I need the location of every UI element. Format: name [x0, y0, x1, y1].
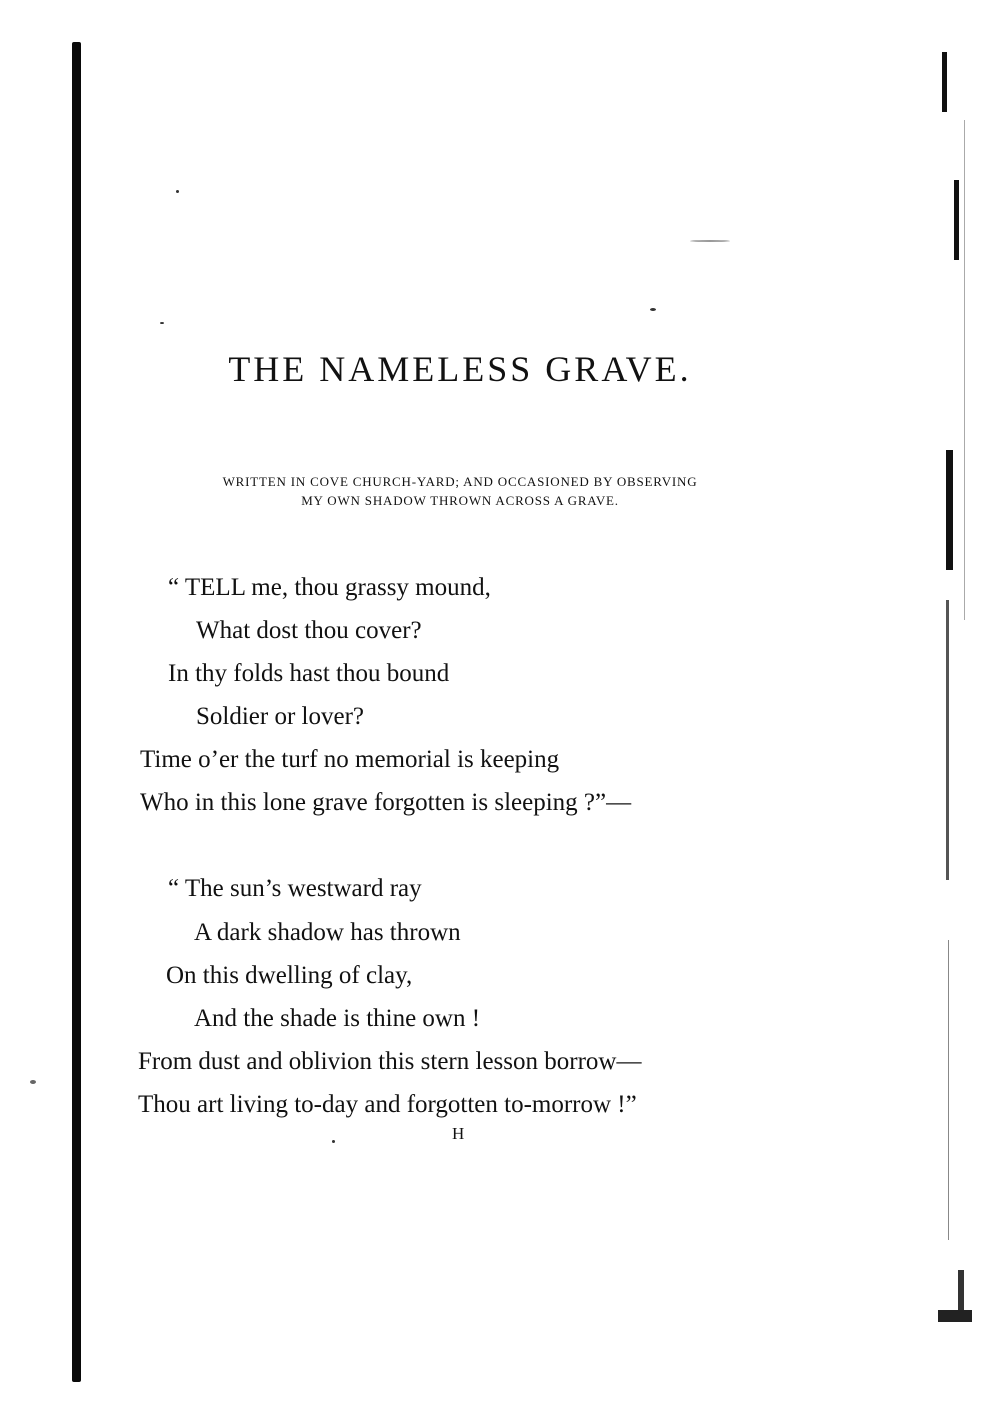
- scan-speck: [176, 190, 179, 193]
- verse-line: On this dwelling of clay,: [166, 962, 413, 989]
- verse-line: A dark shadow has thrown: [194, 919, 461, 946]
- verse-line: From dust and oblivion this stern lesson borrow—: [138, 1048, 642, 1075]
- verse-line: What dost thou cover?: [196, 617, 422, 644]
- scan-speck: [30, 1080, 36, 1084]
- verse-line: In thy folds hast thou bound: [168, 660, 450, 687]
- scan-speck: [160, 322, 164, 324]
- verse-line: “ The sun’s westward ray: [168, 875, 422, 902]
- verse-line: Soldier or lover?: [196, 703, 365, 730]
- page-edge-marks: [936, 40, 976, 1390]
- poem-subtitle: [140, 472, 780, 510]
- verse-line: “ TELL me, thou grassy mound,: [168, 574, 491, 601]
- author-signature: H: [452, 1124, 465, 1143]
- verse-line: Thou art living to-day and forgotten to-morrow !”: [138, 1091, 637, 1118]
- subtitle-line: MY OWN SHADOW THROWN ACROSS A GRAVE.: [301, 493, 619, 508]
- verse-line: Who in this lone grave forgotten is sleeping ?”—: [140, 789, 632, 816]
- scan-speck: [690, 240, 730, 242]
- poem-title: THE NAMELESS GRAVE.: [228, 349, 692, 389]
- verse-line: And the shade is thine own !: [194, 1005, 481, 1032]
- subtitle-line: WRITTEN IN COVE CHURCH-YARD; AND OCCASIONED BY OBSERVING: [222, 474, 698, 489]
- scan-speck: [650, 308, 656, 311]
- binding-edge: [72, 42, 81, 1382]
- scan-speck: [332, 1140, 335, 1143]
- verse-line: Time o’er the turf no memorial is keeping: [140, 746, 560, 773]
